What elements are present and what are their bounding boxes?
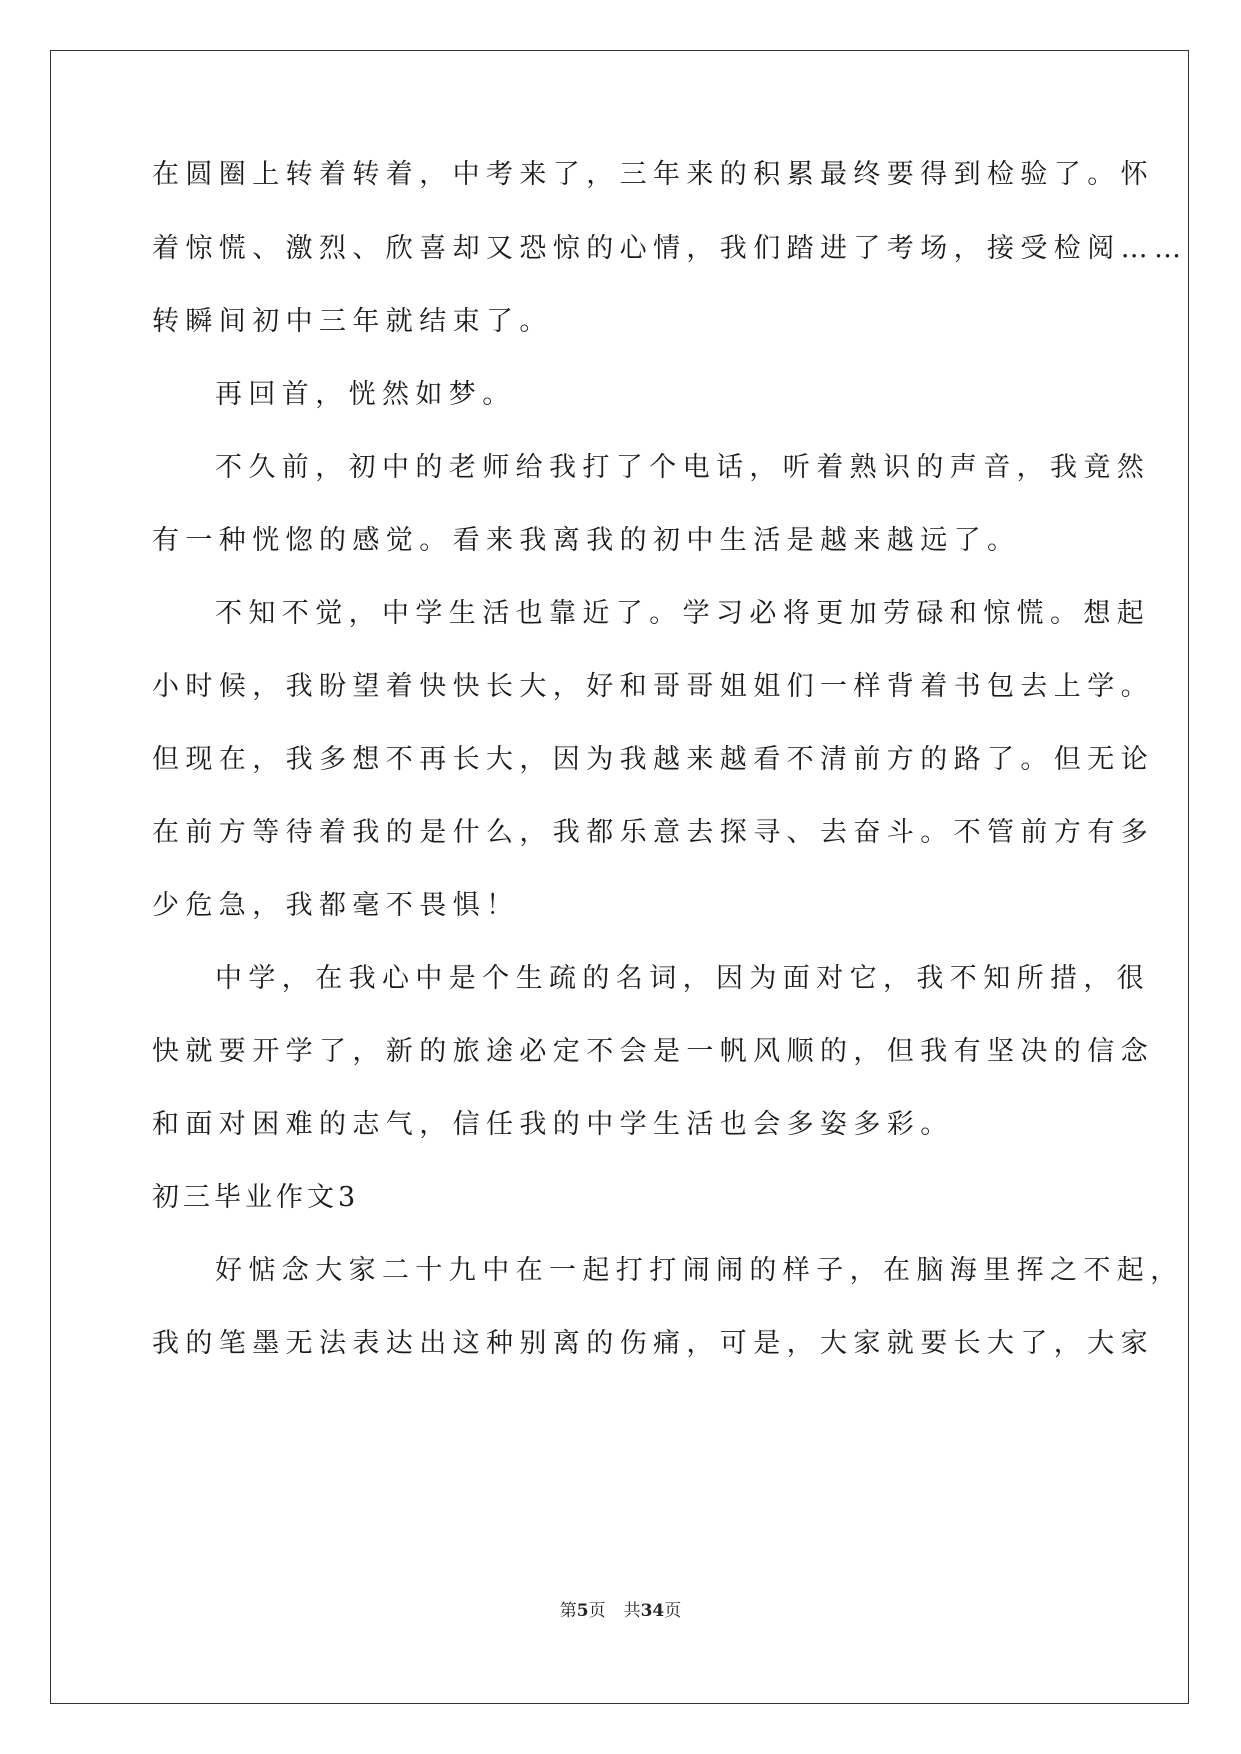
text-line: 在前方等待着我的是什么，我都乐意去探寻、去奋斗。不管前方有多 bbox=[152, 817, 1154, 848]
page-number: 5 bbox=[576, 1601, 589, 1621]
page-prefix: 第 bbox=[559, 1601, 577, 1621]
text-line: 快就要开学了，新的旅途必定不会是一帆风顺的，但我有坚决的信念 bbox=[152, 1036, 1154, 1067]
total-suffix: 页 bbox=[664, 1601, 682, 1621]
page-footer bbox=[0, 1600, 1241, 1622]
text-line: 和面对困难的志气，信任我的中学生活也会多姿多彩。 bbox=[152, 1109, 954, 1140]
text-line: 不久前，初中的老师给我打了个电话，听着熟识的声音，我竟然 bbox=[215, 452, 1151, 483]
total-prefix: 共 bbox=[623, 1601, 641, 1621]
page-suffix: 页 bbox=[588, 1601, 606, 1621]
total-pages: 34 bbox=[640, 1601, 665, 1621]
text-line: 再回首，恍然如梦。 bbox=[215, 379, 516, 410]
text-line: 有一种恍惚的感觉。看来我离我的初中生活是越来越远了。 bbox=[152, 525, 1021, 556]
text-line: 我的笔墨无法表达出这种别离的伤痛，可是，大家就要长大了，大家 bbox=[152, 1328, 1154, 1359]
text-line: 不知不觉，中学生活也靠近了。学习必将更加劳碌和惊慌。想起 bbox=[215, 598, 1151, 629]
text-line: 转瞬间初中三年就结束了。 bbox=[152, 306, 553, 337]
text-line: 着惊慌、激烈、欣喜却又恐惊的心情，我们踏进了考场，接受检阅…… bbox=[152, 233, 1188, 264]
page-border bbox=[50, 50, 1189, 1704]
text-line: 好惦念大家二十九中在一起打打闹闹的样子，在脑海里挥之不起， bbox=[215, 1255, 1184, 1286]
text-line: 少危急，我都毫不畏惧！ bbox=[152, 890, 520, 921]
section-heading: 初三毕业作文3 bbox=[152, 1182, 360, 1213]
text-line: 小时候，我盼望着快快长大，好和哥哥姐姐们一样背着书包去上学。 bbox=[152, 671, 1154, 702]
text-line: 但现在，我多想不再长大，因为我越来越看不清前方的路了。但无论 bbox=[152, 744, 1154, 775]
text-line: 在圆圈上转着转着，中考来了，三年来的积累最终要得到检验了。怀 bbox=[152, 159, 1154, 190]
text-line: 中学，在我心中是个生疏的名词，因为面对它，我不知所措，很 bbox=[215, 963, 1151, 994]
